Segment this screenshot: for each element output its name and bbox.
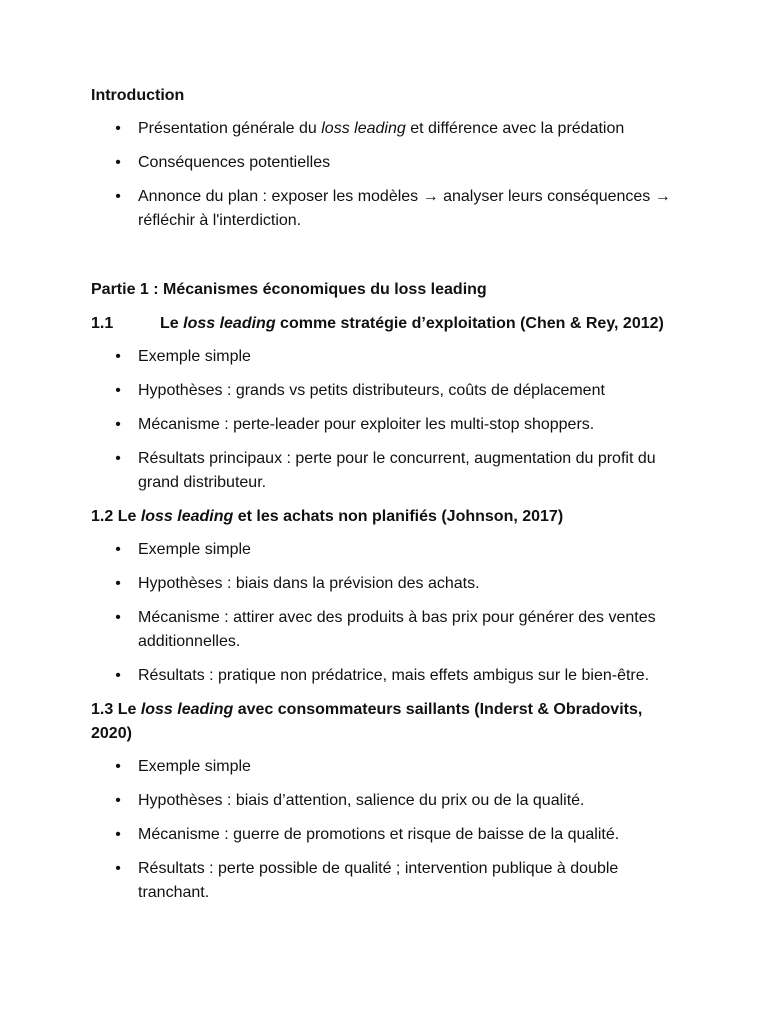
bullet-icon: • bbox=[115, 860, 121, 877]
list-item: • Présentation générale du loss leading et différence avec la prédation bbox=[91, 117, 681, 141]
list-item: • Hypothèses : biais dans la prévision des achats. bbox=[91, 572, 681, 596]
introduction-list bbox=[91, 117, 681, 233]
bullet-icon: • bbox=[115, 416, 121, 433]
section-number: 1.1 bbox=[91, 315, 114, 332]
bullet-icon: • bbox=[115, 609, 121, 626]
list-item: • Exemple simple bbox=[91, 755, 681, 779]
section-1-1-list bbox=[91, 345, 681, 495]
bullet-icon: • bbox=[115, 667, 121, 684]
list-item: • Hypothèses : grands vs petits distributeurs, coûts de déplacement bbox=[91, 379, 681, 403]
section-1-2-list bbox=[91, 538, 681, 688]
list-item: • Exemple simple bbox=[91, 538, 681, 562]
list-item: • Mécanisme : perte-leader pour exploiter les multi-stop shoppers. bbox=[91, 413, 681, 437]
bullet-icon: • bbox=[115, 758, 121, 775]
list-item: • Résultats : pratique non prédatrice, mais effets ambigus sur le bien-être. bbox=[91, 664, 681, 688]
list-item: • Mécanisme : attirer avec des produits à bas prix pour générer des ventes additionnelles. bbox=[91, 606, 681, 654]
section-1-1-heading bbox=[91, 312, 681, 336]
bullet-icon: • bbox=[115, 348, 121, 365]
section-1-3-heading: 1.3 Le loss leading avec consommateurs saillants (Inderst & Obradovits, 2020) bbox=[91, 701, 643, 742]
list-item: • Hypothèses : biais d’attention, salience du prix ou de la qualité. bbox=[91, 789, 681, 813]
list-item: • Annonce du plan : exposer les modèles → analyser leurs conséquences → réfléchir à l'interdiction. bbox=[91, 185, 681, 233]
list-item: • Exemple simple bbox=[91, 345, 681, 369]
bullet-icon: • bbox=[115, 541, 121, 558]
section-title: Le loss leading comme stratégie d’exploitation (Chen & Rey, 2012) bbox=[160, 315, 664, 332]
bullet-icon: • bbox=[115, 792, 121, 809]
bullet-icon: • bbox=[115, 154, 121, 171]
list-item: • Mécanisme : guerre de promotions et risque de baisse de la qualité. bbox=[91, 823, 681, 847]
bullet-icon: • bbox=[115, 120, 121, 137]
list-item: • Résultats : perte possible de qualité ; intervention publique à double tranchant. bbox=[91, 857, 681, 905]
bullet-icon: • bbox=[115, 382, 121, 399]
list-item: • Conséquences potentielles bbox=[91, 151, 681, 175]
bullet-icon: • bbox=[115, 575, 121, 592]
introduction-heading: Introduction bbox=[91, 87, 185, 104]
bullet-icon: • bbox=[115, 450, 121, 467]
section-1-3-list bbox=[91, 755, 681, 905]
document-page bbox=[91, 84, 681, 915]
section-1-2-heading: 1.2 Le loss leading et les achats non planifiés (Johnson, 2017) bbox=[91, 508, 564, 525]
part-1-heading: Partie 1 : Mécanismes économiques du loss leading bbox=[91, 281, 487, 298]
bullet-icon: • bbox=[115, 188, 121, 205]
bullet-icon: • bbox=[115, 826, 121, 843]
list-item: • Résultats principaux : perte pour le concurrent, augmentation du profit du grand distributeur. bbox=[91, 447, 681, 495]
